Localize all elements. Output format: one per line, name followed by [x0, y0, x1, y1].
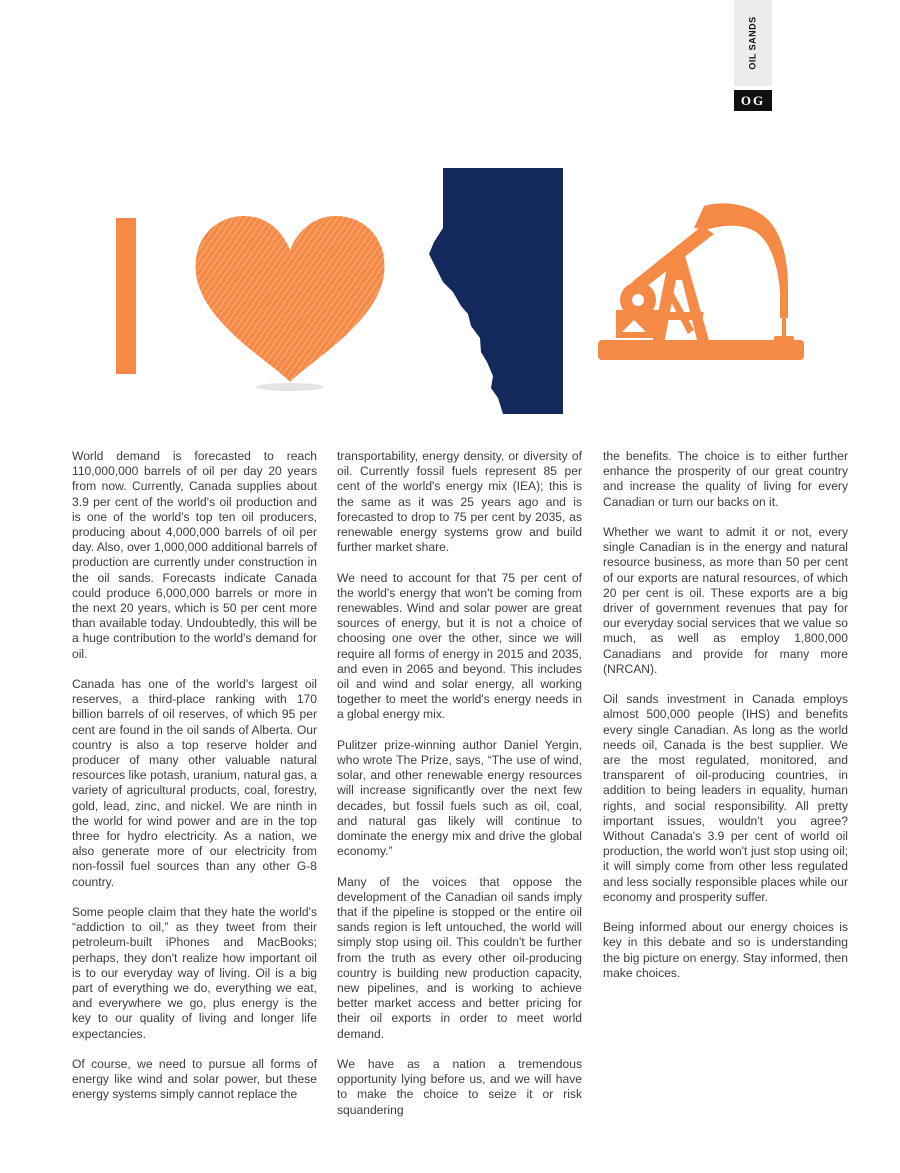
paragraph: transportability, energy density, or diversity of oil. Currently fossil fuels represent 85 per cent of the world's energy mix (IEA); this is the same as it was 25 years ago and is forecasted to drop to 75 per cent by 2035, as renewable energy systems grow and build further market share.	[337, 449, 582, 555]
paragraph: Of course, we need to pursue all forms of energy like wind and solar power, but these energy systems simply cannot replace the	[72, 1057, 317, 1102]
paragraph: Being informed about our energy choices is key in this debate and so is understanding the big picture on energy. Stay informed, then make choices.	[603, 920, 848, 980]
pumpjack-icon	[594, 200, 809, 380]
magazine-mark: OG	[740, 92, 766, 108]
paragraph: Canada has one of the world's largest oil reserves, a third-place ranking with 170 billion barrels of oil reserves, of which 95 per cent are found in the oil sands of Alberta. Our country is also a top reserve holder and producer of many other valuable natural resources like potash, uranium, natural gas, a variety of agricultural products, coal, forestry, gold, lead, zinc, and nickel. We are ninth in the world for wind power and are in the top three for hydro electricity. As a nation, we also generate more of our electricity from non-fossil fuel sources than any other G-8 country.	[72, 677, 317, 889]
paragraph: Oil sands investment in Canada employs almost 500,000 people (IHS) and benefits every single Canadian. As long as the world needs oil, Canada is the best supplier. We are the most regulated, monitored, and transparent of oil-producing countries, in addition to being leaders in equality, human rights, and social responsibility. All pretty important issues, wouldn't you agree? Without Canada's 3.9 per cent of world oil production, the world won't just stop using oil; it will simply come from other less regulated and less socially responsible places while our economy and prosperity suffer.	[603, 692, 848, 904]
paragraph: We need to account for that 75 per cent of the world's energy that won't be coming from renewables. Wind and solar power are great sources of energy, but it is not a choice of choosing one over the other, since we will require all forms of energy in 2015 and 2035, and even in 2065 and beyond. This includes oil and wind and solar energy, all working together to meet the world's energy needs in a global energy mix.	[337, 570, 582, 722]
letter-i-graphic	[116, 218, 138, 375]
paragraph: World demand is forecasted to reach 110,000,000 barrels of oil per day 20 years from now. Currently, Canada supplies about 3.9 per cent of the world's oil production and is one of the world's top ten oil producers, producing about 4,000,000 barrels of oil per day. Also, over 1,000,000 additional barrels of production are currently under construction in the oil sands. Forecasts indicate Canada could produce 6,000,000 barrels or more in the next 20 years, which is 50 per cent more than available today. Undoubtedly, this will be a huge contribution to the world's demand for oil.	[72, 449, 317, 661]
article-column-2	[337, 449, 582, 1133]
paragraph: Whether we want to admit it or not, every single Canadian is in the energy and natural resource business, as more than 50 per cent of our exports are natural resources, of which 20 per cent is oil. These exports are a big driver of government revenues that pay for our everyday social services that we value so much, as well as employ 1,800,000 Canadians and provide for many more (NRCAN).	[603, 525, 848, 676]
paragraph: Pulitzer prize-winning author Daniel Yergin, who wrote The Prize, says, “The use of wind, solar, and other renewable energy resources will increase significantly over the next few decades, but fossil fuels such as oil, coal, and natural gas likely will continue to dominate the energy mix and drive the global economy.”	[337, 737, 582, 859]
heart-icon	[190, 210, 390, 395]
hero-illustration	[0, 160, 900, 450]
article-column-3	[603, 449, 848, 996]
paragraph: the benefits. The choice is to either further enhance the prosperity of our great country and increase the quality of living for every Canadian or turn our backs on it.	[603, 449, 848, 509]
paragraph: Many of the voices that oppose the development of the Canadian oil sands imply that if the pipeline is stopped or the entire oil sands region is left untouched, the world will simply stop using oil. This couldn't be further from the truth as every other oil-producing country is building new production capacity, new pipelines, and is working to achieve better market access and better pricing for their oil exports in order to meet world demand.	[337, 874, 582, 1041]
alberta-map-icon	[425, 166, 570, 416]
paragraph: Some people claim that they hate the world's “addiction to oil,” as they tweet from their petroleum-built iPhones and MacBooks; perhaps, they don't realize how important oil is to our everyday way of living. Oil is a big part of everything we do, everything we eat, and everywhere we go, plus energy is the key to our quality of living and longer life expectancies.	[72, 905, 317, 1041]
paragraph: We have as a nation a tremendous opportunity lying before us, and we will have to make the choice to seize it or risk squandering	[337, 1057, 582, 1117]
section-tab-label: OIL SANDS	[748, 16, 758, 70]
section-tab	[734, 0, 772, 86]
magazine-logo	[734, 90, 772, 111]
article-column-1	[72, 449, 317, 1118]
